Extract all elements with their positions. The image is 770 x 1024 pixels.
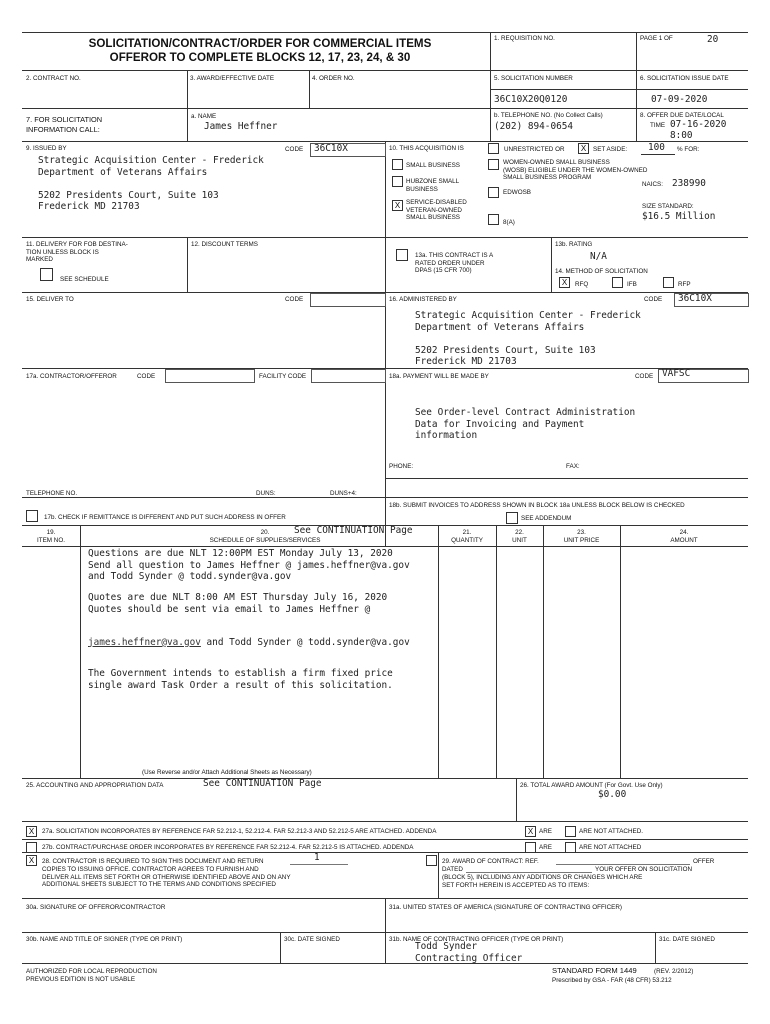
clause-27b-checkbox[interactable] xyxy=(26,842,37,853)
schedule-para-questions: Questions are due NLT 12:00PM EST Monday July 13, 2020 Send all question to James Heffner @ james.heffner@va.gov and Todd Synder @ todd.synder@va.gov xyxy=(88,548,410,583)
naics-label: NAICS: xyxy=(642,181,663,188)
size-standard-label: SIZE STANDARD: xyxy=(642,203,694,210)
small-business-label: SMALL BUSINESS xyxy=(406,162,461,169)
reverse-note: (Use Reverse and/or Attach Additional Sheets as Necessary) xyxy=(142,769,312,776)
contact-phone: (202) 894-0654 xyxy=(494,121,574,132)
email-link[interactable]: james.heffner@va.gov xyxy=(88,636,201,648)
administered-by-code-label: CODE xyxy=(644,296,663,303)
payment-fax-label: FAX: xyxy=(566,463,580,470)
hubzone-checkbox[interactable] xyxy=(392,176,403,187)
solicitation-number: 36C10X20Q0120 xyxy=(494,94,568,105)
delivery-fob-label: 11. DELIVERY FOR FOB DESTINA- TION UNLESS BLOCK IS MARKED xyxy=(26,241,128,263)
col-unit: 22. UNIT xyxy=(512,529,527,544)
see-schedule-checkbox[interactable] xyxy=(40,268,53,281)
clause-27b-not-label: ARE NOT ATTACHED xyxy=(579,844,642,851)
signature-offeror-label: 30a. SIGNATURE OF OFFEROR/CONTRACTOR xyxy=(26,904,166,911)
unrestricted-checkbox[interactable] xyxy=(488,143,499,154)
sdvosb-checkbox[interactable]: X xyxy=(392,200,403,211)
clause-28-checkbox[interactable]: X xyxy=(26,855,37,866)
email-tail: and Todd Synder @ todd.synder@va.gov xyxy=(200,636,410,648)
contact-name: James Heffner xyxy=(204,121,278,132)
eight-a-checkbox[interactable] xyxy=(488,214,499,225)
addendum-checkbox[interactable] xyxy=(506,512,518,524)
issued-by-label: 9. ISSUED BY xyxy=(26,145,67,152)
issued-by-code: 36C10X xyxy=(314,143,348,154)
administered-by-label: 16. ADMINISTERED BY xyxy=(389,296,457,303)
time-label: TIME xyxy=(650,122,666,129)
schedule-para-emails xyxy=(88,625,410,648)
administered-by-code: 36C10X xyxy=(678,293,712,304)
order-no-label: 4. ORDER NO. xyxy=(312,75,355,82)
form-title: SOLICITATION/CONTRACT/ORDER FOR COMMERCIAL ITEMS OFFEROR TO COMPLETE BLOCKS 12, 17, 23, 24, & 30 xyxy=(88,37,432,64)
edwosb-checkbox[interactable] xyxy=(488,187,499,198)
award-offer: OFFER xyxy=(693,858,715,865)
eight-a-label: 8(A) xyxy=(503,219,515,226)
duns-label: DUNS: xyxy=(256,490,276,497)
accounting-value: See CONTINUATION Page xyxy=(203,778,322,789)
award-your-offer: YOUR OFFER ON SOLICITATION xyxy=(595,866,693,873)
col-item-no: 19. ITEM NO. xyxy=(37,529,65,544)
clause-28-label: 28. CONTRACTOR IS REQUIRED TO SIGN THIS DOCUMENT AND RETURN xyxy=(42,858,264,865)
offer-due-date: 07-16-2020 xyxy=(670,119,727,130)
schedule-para-quotes: Quotes are due NLT 8:00 AM EST Thursday July 16, 2020 Quotes should be sent via email to James Heffner @ xyxy=(88,592,388,615)
phone-label: b. TELEPHONE NO. (No Collect Calls) xyxy=(494,112,603,119)
clause-27b-are-checkbox[interactable] xyxy=(525,842,536,853)
rating-value: N/A xyxy=(590,251,607,262)
contractor-code-box[interactable] xyxy=(165,369,255,383)
remittance-checkbox[interactable] xyxy=(26,510,38,522)
rfq-label: RFQ xyxy=(575,281,589,288)
clause-27a-not-checkbox[interactable] xyxy=(565,826,576,837)
officer-name: Todd Synder Contracting Officer xyxy=(415,941,523,964)
deliver-to-code-box xyxy=(310,293,386,307)
footer-form-name: STANDARD FORM 1449 xyxy=(552,966,637,975)
rating-label: 13b. RATING xyxy=(555,241,593,248)
award-date-label: 3. AWARD/EFFECTIVE DATE xyxy=(190,75,275,82)
clause-27b-are-label: ARE xyxy=(539,844,552,851)
payment-code-label: CODE xyxy=(635,373,654,380)
issued-by-address: Strategic Acquisition Center - Frederick Department of Veterans Affairs 5202 Presidents Court, Suite 103 Frederick MD 21703 xyxy=(38,155,264,213)
total-amount-label: 26. TOTAL AWARD AMOUNT (For Govt. Use Only) xyxy=(520,782,663,789)
payment-code: VAFSC xyxy=(662,368,691,379)
requisition-label: 1. REQUISITION NO. xyxy=(494,35,555,42)
solicitation-no-label: 5. SOLICITATION NUMBER xyxy=(494,75,573,82)
small-business-checkbox[interactable] xyxy=(392,159,403,170)
signature-officer-label: 31a. UNITED STATES OF AMERICA (SIGNATURE OF CONTRACTING OFFICER) xyxy=(389,904,623,911)
clause-28-text: COPIES TO ISSUING OFFICE. CONTRACTOR AGREES TO FURNISH AND DELIVER ALL ITEMS SET FORTH OR OTHERWISE IDENTIFIED ABOVE AND ON ANY ADDITIONAL SHEETS SUBJECT TO THE TERMS AND CONDITIONS SPECIFIED xyxy=(42,866,291,888)
rfq-checkbox[interactable]: X xyxy=(559,277,570,288)
col-amount: 24. AMOUNT xyxy=(670,529,698,544)
signer-date-label: 30c. DATE SIGNED xyxy=(284,936,340,943)
deliver-to-label: 15. DELIVER TO xyxy=(26,296,74,303)
col-quantity: 21. QUANTITY xyxy=(451,529,483,544)
facility-code-box[interactable] xyxy=(311,369,386,383)
payment-label: 18a. PAYMENT WILL BE MADE BY xyxy=(389,373,489,380)
discount-terms-label: 12. DISCOUNT TERMS xyxy=(191,241,258,248)
set-aside-checkbox[interactable]: X xyxy=(578,143,589,154)
deliver-to-code-label: CODE xyxy=(285,296,304,303)
see-schedule-label: SEE SCHEDULE xyxy=(60,276,109,283)
percent-for-label: % FOR: xyxy=(677,146,700,153)
payment-phone-label: PHONE: xyxy=(389,463,414,470)
award-dated: DATED xyxy=(442,866,463,873)
page-total: 20 xyxy=(707,34,719,45)
naics-value: 238990 xyxy=(672,178,706,189)
footer-prescribed: Prescribed by GSA - FAR (48 CFR) 53.212 xyxy=(552,977,672,984)
schedule-continuation: See CONTINUATION Page xyxy=(294,525,413,536)
size-standard-value: $16.5 Million xyxy=(642,211,716,222)
rated-order-checkbox[interactable] xyxy=(396,249,408,261)
award-checkbox[interactable] xyxy=(426,855,437,866)
ifb-checkbox[interactable] xyxy=(612,277,623,288)
set-aside-label: SET ASIDE: xyxy=(593,146,628,153)
addendum-label: SEE ADDENDUM xyxy=(521,515,572,522)
total-amount: $0.00 xyxy=(598,789,627,800)
clause-27a-not-label: ARE NOT ATTACHED. xyxy=(579,828,644,835)
offer-due-time: 8:00 xyxy=(670,130,693,141)
award-label: 29. AWARD OF CONTRACT: REF. xyxy=(442,858,539,865)
remittance-label: 17b. CHECK IF REMITTANCE IS DIFFERENT AND PUT SUCH ADDRESS IN OFFER xyxy=(44,514,286,521)
officer-name-label: 31b. NAME OF CONTRACTING OFFICER (TYPE OR PRINT) xyxy=(389,936,564,943)
edwosb-label: EDWOSB xyxy=(503,189,531,196)
acquisition-label: 10. THIS ACQUISITION IS xyxy=(389,145,464,152)
clause-27b-not-checkbox[interactable] xyxy=(565,842,576,853)
info-call-label: 7. FOR SOLICITATION INFORMATION CALL: xyxy=(26,115,103,134)
clause-27a-are-checkbox[interactable]: X xyxy=(525,826,536,837)
facility-code-label: FACILITY CODE xyxy=(259,373,307,380)
footer-authorization: AUTHORIZED FOR LOCAL REPRODUCTION PREVIOUS EDITION IS NOT USABLE xyxy=(26,968,157,983)
name-label: a. NAME xyxy=(191,113,217,120)
administered-by-address: Strategic Acquisition Center - Frederick Department of Veterans Affairs 5202 Presidents Court, Suite 103 Frederick MD 21703 xyxy=(415,310,641,368)
sdvosb-label: SERVICE-DISABLED VETERAN-OWNED SMALL BUSINESS xyxy=(406,199,467,221)
award-text: (BLOCK 5), INCLUDING ANY ADDITIONS OR CHANGES WHICH ARE SET FORTH HEREIN IS ACCEPTED AS TO ITEMS: xyxy=(442,874,643,889)
clause-27a-checkbox[interactable]: X xyxy=(26,826,37,837)
copies-count: 1 xyxy=(314,852,320,863)
col-unit-price: 23. UNIT PRICE xyxy=(563,529,600,544)
issue-date-label: 6. SOLICITATION ISSUE DATE xyxy=(640,75,729,82)
submit-invoices-label: 18b. SUBMIT INVOICES TO ADDRESS SHOWN IN BLOCK 18a UNLESS BLOCK BELOW IS CHECKED xyxy=(389,502,685,509)
unrestricted-label: UNRESTRICTED OR xyxy=(504,146,565,153)
clause-27a-are-label: ARE xyxy=(539,828,552,835)
accounting-label: 25. ACCOUNTING AND APPROPRIATION DATA xyxy=(26,782,164,789)
issue-date: 07-09-2020 xyxy=(651,94,708,105)
rated-order-label: 13a. THIS CONTRACT IS A RATED ORDER UNDER DPAS (15 CFR 700) xyxy=(415,252,494,274)
duns4-label: DUNS+4: xyxy=(330,490,357,497)
wosb-checkbox[interactable] xyxy=(488,159,499,170)
ifb-label: IFB xyxy=(627,281,637,288)
method-label: 14. METHOD OF SOLICITATION xyxy=(555,268,648,275)
issued-by-code-label: CODE xyxy=(285,146,304,153)
signer-name-label: 30b. NAME AND TITLE OF SIGNER (TYPE OR PRINT) xyxy=(26,936,183,943)
col-schedule: 20. SCHEDULE OF SUPPLIES/SERVICES xyxy=(209,529,321,544)
offer-due-label: 8. OFFER DUE DATE/LOCAL xyxy=(640,112,724,119)
rfp-checkbox[interactable] xyxy=(663,277,674,288)
set-aside-percent: 100 xyxy=(648,142,665,153)
contract-no-label: 2. CONTRACT NO. xyxy=(26,75,81,82)
payment-text: See Order-level Contract Administration Data for Invoicing and Payment information xyxy=(415,407,636,442)
contractor-code-label: CODE xyxy=(137,373,156,380)
footer-revision: (REV. 2/2012) xyxy=(654,968,694,975)
wosb-label: WOMEN-OWNED SMALL BUSINESS (WOSB) ELIGIBLE UNDER THE WOMEN-OWNED SMALL BUSINESS PROGRAM xyxy=(503,159,648,181)
schedule-para-award: The Government intends to establish a firm fixed price single award Task Order a result of this solicitation. xyxy=(88,668,393,691)
clause-27b-label: 27b. CONTRACT/PURCHASE ORDER INCORPORATES BY REFERENCE FAR 52.212-4. FAR 52.212-5 IS ATTACHED. ADDENDA xyxy=(42,844,414,851)
contractor-telephone-label: TELEPHONE NO. xyxy=(26,490,78,497)
clause-27a-label: 27a. SOLICITATION INCORPORATES BY REFERENCE FAR 52.212-1, 52.212-4. FAR 52.212-3 AND 52.212-5 ARE ATTACHED. ADDENDA xyxy=(42,828,437,835)
officer-date-label: 31c. DATE SIGNED xyxy=(659,936,715,943)
hubzone-label: HUBZONE SMALL BUSINESS xyxy=(406,178,460,193)
contractor-label: 17a. CONTRACTOR/OFFEROR xyxy=(26,373,117,380)
rfp-label: RFP xyxy=(678,281,691,288)
page-label: PAGE 1 OF xyxy=(640,35,673,42)
